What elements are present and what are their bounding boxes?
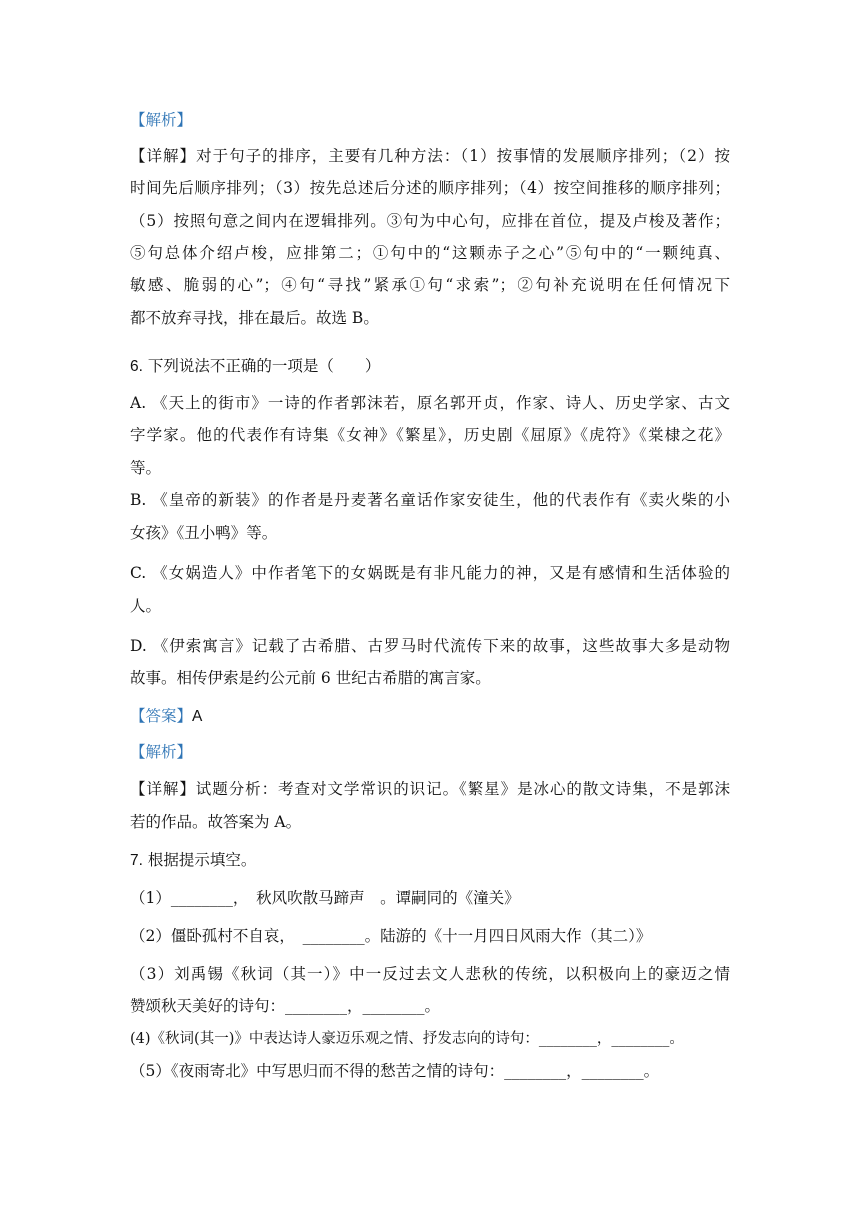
analysis-tag: 【解析】 [130,112,193,129]
question-number: 6. [130,358,143,375]
answer-value: A [192,708,203,725]
analysis-line: 【详解】试题分析：考查对文学常识的识记。《繁星》是冰心的散文诗集，不是郭沫 [130,780,730,798]
answer-tag: 【答案】 [130,708,193,725]
option-line: D. 《伊索寓言》记载了古希腊、古罗马时代流传下来的故事，这些故事大多是动物 [130,637,730,655]
fill-item: （3）刘禹锡《秋词（其一）》中一反过去文人悲秋的传统，以积极向上的豪迈之情 [130,965,730,983]
analysis-line: 敏感、脆弱的心”；④句“寻找”紧承①句“求索”；②句补充说明在任何情况下 [130,276,730,294]
option-line: A. 《天上的街市》一诗的作者郭沫若，原名郭开贞，作家、诗人、历史学家、古文 [130,394,730,412]
option-line: 字学家。他的代表作有诗集《女神》《繁星》，历史剧《屈原》《虎符》《棠棣之花》 [130,426,730,444]
analysis-line: ⑤句总体介绍卢梭，应排第二；①句中的“这颗赤子之心”⑤句中的“一颗纯真、 [130,244,730,262]
option-line: 故事。相传伊索是约公元前 6 世纪古希腊的寓言家。 [130,669,491,687]
fill-item: （5）《夜雨寄北》中写思归而不得的愁苦之情的诗句：________，________。 [130,1062,660,1080]
analysis-line: 都不放弃寻找，排在最后。故选 B。 [130,309,379,327]
analysis-tag: 【解析】 [130,744,193,761]
option-line: C. 《女娲造人》中作者笔下的女娲既是有非凡能力的神，又是有感情和生活体验的 [130,564,730,582]
analysis-line: 时间先后顺序排列；（3）按先总述后分述的顺序排列；（4）按空间推移的顺序排列； [130,179,730,197]
answer-row [130,706,730,727]
question-6-stem [130,356,730,377]
fill-item: (4)《秋词(其一)》中表达诗人豪迈乐观之情、抒发志向的诗句：________，________。 [130,1031,684,1047]
fill-item: （1）________， 秋风吹散马蹄声 。谭嗣同的《潼关》 [130,889,520,907]
option-line: 女孩》《丑小鸭》等。 [130,524,278,542]
fill-item: 赞颂秋天美好的诗句：________，________。 [130,997,441,1015]
question-7-stem [130,850,730,871]
analysis-line: 若的作品。故答案为 A。 [130,813,302,831]
option-line: B. 《皇帝的新装》的作者是丹麦著名童话作家安徒生，他的代表作有《卖火柴的小 [130,491,730,509]
question-text: 下列说法不正确的一项是（ ） [147,357,381,375]
option-line: 等。 [130,459,162,477]
analysis-line: 【详解】对于句子的排序，主要有几种方法：（1）按事情的发展顺序排列；（2）按 [130,147,730,165]
question-number: 7. [130,852,143,869]
fill-item: （2）僵卧孤村不自哀， ________。陆游的《十一月四日风雨大作（其二）》 [130,927,652,945]
question-text: 根据提示填空。 [147,851,257,869]
option-line: 人。 [130,597,162,615]
analysis-line: （5）按照句意之间内在逻辑排列。③句为中心句，应排在首位，提及卢梭及著作； [130,212,730,230]
